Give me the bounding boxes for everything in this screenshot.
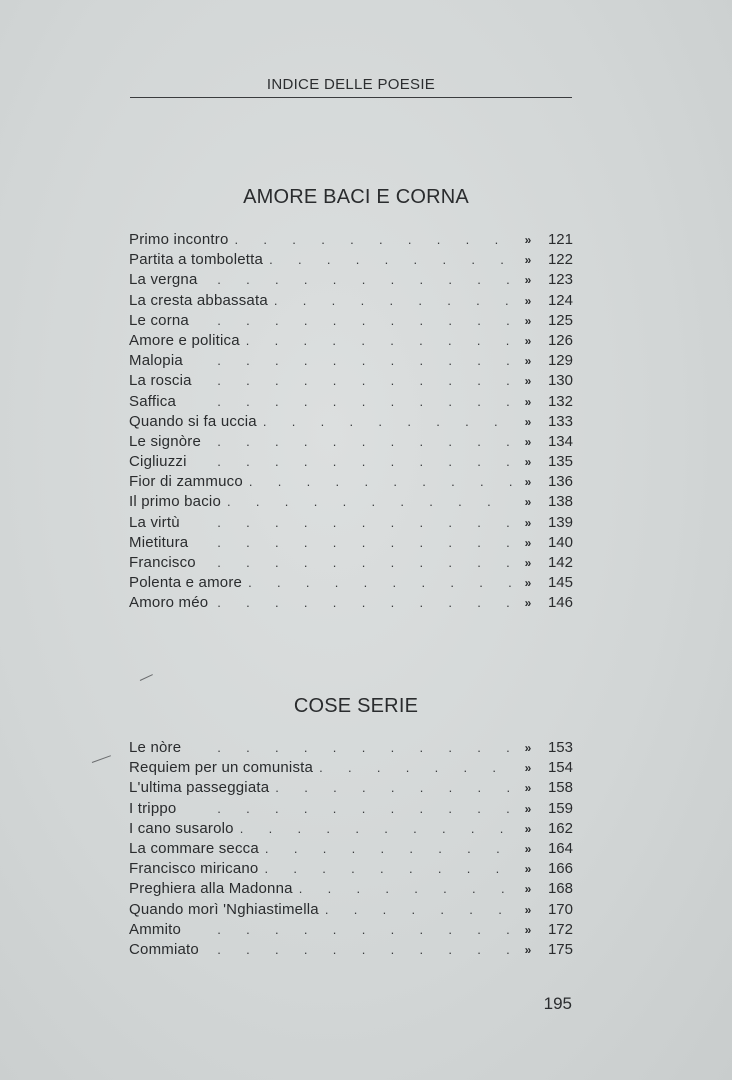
toc-entry <box>129 778 573 798</box>
toc-entry-page: 170 <box>547 900 573 918</box>
toc-entry-title: La roscia <box>129 372 192 390</box>
toc-entry-page: 158 <box>547 779 573 797</box>
toc-entry-title: Ammito <box>129 920 182 938</box>
ditto-mark: » <box>524 313 532 328</box>
toc-entry <box>129 758 573 778</box>
toc-entry <box>129 311 573 331</box>
ditto-mark: » <box>524 394 532 409</box>
toc-entry <box>129 250 573 270</box>
toc-entry-page: 164 <box>547 839 573 857</box>
dot-leader <box>194 533 517 553</box>
toc-entry-title: Polenta e amore <box>129 574 243 592</box>
ditto-mark: » <box>524 233 532 247</box>
toc-entry-page: 132 <box>547 392 573 410</box>
dot-leader <box>319 758 517 778</box>
dot-leader <box>227 492 517 512</box>
toc-entry-page: 125 <box>547 311 573 329</box>
dot-leader <box>187 738 517 758</box>
ditto-mark: » <box>524 455 532 470</box>
toc-entry-page: 142 <box>547 554 573 571</box>
toc-entry-title: Primo incontro <box>129 231 229 248</box>
toc-entry-title: La virtù <box>129 513 180 531</box>
ditto-mark: » <box>524 596 532 611</box>
toc-entry <box>129 920 573 940</box>
ditto-mark: » <box>524 922 532 937</box>
dot-leader <box>204 270 517 290</box>
ditto-mark: » <box>524 576 532 591</box>
toc-entry-page: 126 <box>547 331 573 349</box>
toc-entry <box>129 940 573 960</box>
toc-entry-page: 166 <box>547 860 573 878</box>
toc-list-amore <box>129 230 573 614</box>
toc-entry-title: Requiem per un comunista <box>129 759 314 777</box>
toc-entry-page: 134 <box>547 432 573 450</box>
dot-leader <box>275 778 517 798</box>
toc-entry-page: 146 <box>547 594 573 612</box>
toc-entry-title: Il primo bacio <box>129 493 222 511</box>
toc-entry-title: Malopia <box>129 352 183 370</box>
dot-leader <box>193 452 517 472</box>
toc-entry-title: La vergna <box>129 271 198 289</box>
running-head: INDICE DELLE POESIE <box>266 76 436 93</box>
toc-entry-page: 154 <box>547 759 573 777</box>
toc-entry-title: Le nòre <box>129 739 182 756</box>
dot-leader <box>235 230 517 250</box>
toc-entry-title: I cano susarolo <box>129 819 234 837</box>
ditto-mark: » <box>524 515 532 530</box>
dot-leader <box>264 859 517 879</box>
toc-entry-page: 168 <box>547 880 573 898</box>
toc-entry <box>129 452 573 472</box>
toc-entry <box>129 799 573 819</box>
toc-entry <box>129 472 573 492</box>
ditto-mark: » <box>524 535 532 550</box>
toc-entry-title: I trippo <box>129 799 177 817</box>
ditto-mark: » <box>524 414 532 429</box>
header-rule <box>130 97 572 98</box>
dot-leader <box>182 799 517 819</box>
toc-entry-title: Le corna <box>129 311 189 329</box>
toc-list-cose-serie <box>129 738 573 960</box>
toc-entry <box>129 553 573 573</box>
page-number: 195 <box>543 994 572 1013</box>
ditto-mark: » <box>524 333 532 348</box>
ditto-mark: » <box>524 354 532 369</box>
toc-entry <box>129 819 573 839</box>
toc-entry-title: Francisco miricano <box>129 860 259 878</box>
toc-entry-title: Mietitura <box>129 533 189 551</box>
section-title-cose-serie: COSE SERIE <box>293 695 419 717</box>
toc-entry-title: Quando si fa uccia <box>129 412 257 430</box>
dot-leader <box>265 839 517 859</box>
toc-entry-page: 123 <box>547 271 573 289</box>
dot-leader <box>182 392 517 412</box>
ditto-mark: » <box>524 374 532 389</box>
ditto-mark: » <box>524 741 532 755</box>
toc-entry <box>129 533 573 553</box>
ditto-mark: » <box>524 942 532 957</box>
dot-leader <box>202 553 517 573</box>
toc-entry-page: 135 <box>547 453 573 471</box>
dot-leader <box>249 472 517 492</box>
toc-entry <box>129 392 573 412</box>
toc-entry-title: Fior di zammuco <box>129 473 243 491</box>
toc-entry-title: Francisco <box>129 554 196 571</box>
toc-entry <box>129 738 573 758</box>
toc-entry-title: Preghiera alla Madonna <box>129 880 293 898</box>
pencil-mark <box>140 674 153 681</box>
toc-entry <box>129 291 573 311</box>
dot-leader <box>205 940 517 960</box>
dot-leader <box>269 250 517 270</box>
dot-leader <box>207 432 517 452</box>
dot-leader <box>198 371 517 391</box>
dot-leader <box>325 900 517 920</box>
dot-leader <box>263 412 517 432</box>
ditto-mark: » <box>524 475 532 490</box>
toc-entry-page: 175 <box>547 940 573 958</box>
toc-entry <box>129 351 573 371</box>
toc-entry-page: 129 <box>547 352 573 370</box>
ditto-mark: » <box>524 781 532 796</box>
toc-entry-title: La cresta abbassata <box>129 291 268 309</box>
dot-leader <box>299 879 517 899</box>
ditto-mark: » <box>524 902 532 917</box>
toc-entry <box>129 371 573 391</box>
dot-leader <box>187 920 517 940</box>
ditto-mark: » <box>524 841 532 856</box>
toc-entry <box>129 859 573 879</box>
toc-entry-title: Le signòre <box>129 432 202 450</box>
toc-entry-title: L'ultima passeggiata <box>129 779 270 797</box>
ditto-mark: » <box>524 253 532 268</box>
toc-entry <box>129 492 573 512</box>
toc-entry <box>129 839 573 859</box>
toc-entry-page: 122 <box>547 251 573 269</box>
toc-entry-page: 138 <box>547 493 573 511</box>
toc-entry-title: Amore e politica <box>129 331 240 349</box>
toc-entry-page: 136 <box>547 473 573 491</box>
dot-leader <box>195 311 517 331</box>
toc-entry-page: 140 <box>547 533 573 551</box>
toc-entry <box>129 270 573 290</box>
toc-entry-title: Partita a tomboletta <box>129 251 264 269</box>
ditto-mark: » <box>524 556 532 570</box>
dot-leader <box>214 593 517 613</box>
ditto-mark: » <box>524 273 532 288</box>
toc-entry-page: 145 <box>547 574 573 592</box>
section-title-amore: AMORE BACI E CORNA <box>243 186 469 208</box>
toc-entry-title: Quando morì 'Nghiastimella <box>129 900 319 918</box>
toc-entry-page: 162 <box>547 819 573 837</box>
toc-entry-page: 133 <box>547 412 573 430</box>
toc-entry-title: Amoro méo <box>129 594 209 612</box>
toc-entry-page: 153 <box>547 739 573 756</box>
toc-entry-title: Commiato <box>129 940 199 958</box>
toc-entry-page: 139 <box>547 513 573 531</box>
toc-entry <box>129 513 573 533</box>
toc-entry <box>129 900 573 920</box>
pencil-mark <box>92 755 111 763</box>
toc-entry <box>129 573 573 593</box>
dot-leader <box>246 331 517 351</box>
dot-leader <box>240 819 517 839</box>
toc-entry-title: Saffica <box>129 392 176 410</box>
toc-entry <box>129 412 573 432</box>
ditto-mark: » <box>524 801 532 816</box>
toc-entry-page: 121 <box>547 231 573 248</box>
ditto-mark: » <box>524 882 532 897</box>
toc-entry <box>129 432 573 452</box>
dot-leader <box>274 291 517 311</box>
ditto-mark: » <box>524 862 532 877</box>
toc-entry-page: 159 <box>547 799 573 817</box>
dot-leader <box>189 351 517 371</box>
toc-entry-title: La commare secca <box>129 839 259 857</box>
toc-entry <box>129 230 573 250</box>
dot-leader <box>186 513 517 533</box>
toc-entry-title: Cigliuzzi <box>129 453 187 471</box>
toc-entry <box>129 879 573 899</box>
toc-entry-page: 124 <box>547 291 573 309</box>
ditto-mark: » <box>524 761 532 776</box>
dot-leader <box>248 573 517 593</box>
ditto-mark: » <box>524 821 532 836</box>
toc-entry-page: 130 <box>547 372 573 390</box>
ditto-mark: » <box>524 434 532 449</box>
toc-entry <box>129 331 573 351</box>
ditto-mark: » <box>524 495 532 510</box>
toc-entry-page: 172 <box>547 920 573 938</box>
ditto-mark: » <box>524 293 532 308</box>
toc-entry <box>129 593 573 613</box>
